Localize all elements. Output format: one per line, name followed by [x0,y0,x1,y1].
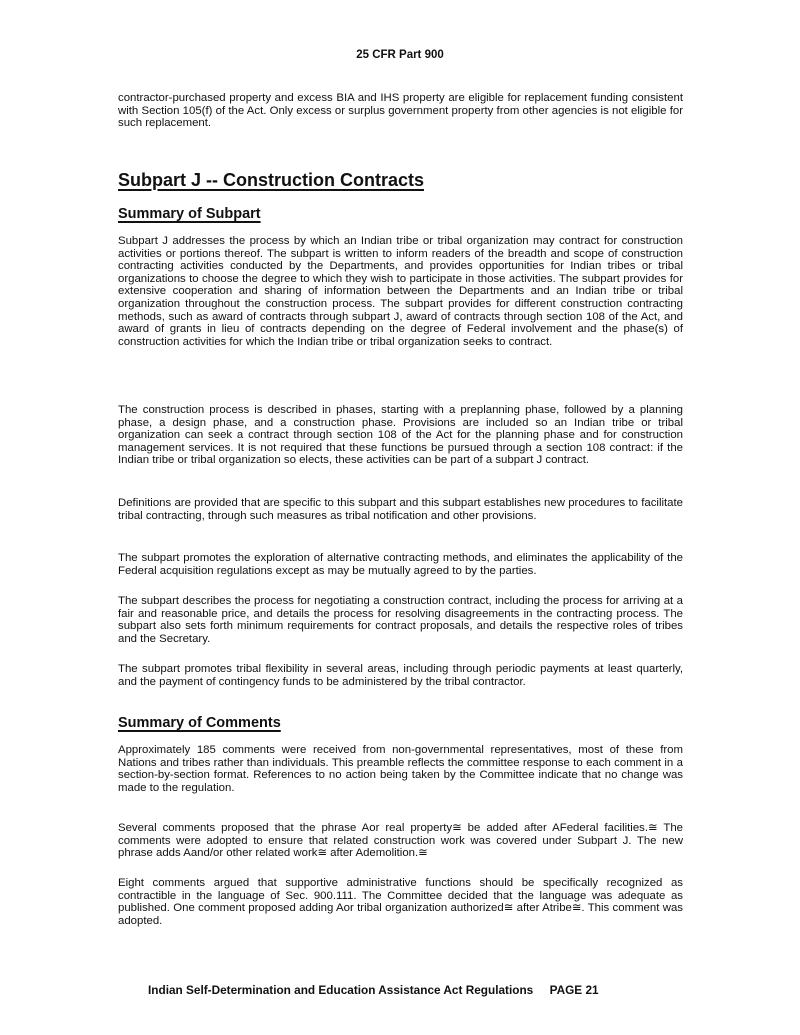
paragraph: Definitions are provided that are specific to this subpart and this subpart establishes new procedures to facilitate tribal contracting, through such measures as tribal notification and other provisions. [118,497,683,522]
summary-subpart-heading: Summary of Subpart [118,206,261,222]
paragraph: The construction process is described in phases, starting with a preplanning phase, followed by a planning phase, a design phase, and a construction phase. Provisions are included so an Indian tribe or tribal organization can seek a contract through section 108 of the Act for the planning phase and for construction management services. It is not required that these functions be pursued through a section 108 contract: if the Indian tribe or tribal organization so elects, these activities can be part of a subpart J contract. [118,404,683,467]
paragraph: The subpart describes the process for negotiating a construction contract, including the process for arriving at a fair and reasonable price, and details the process for resolving disagreements in the contracting process. The subpart also sets forth minimum requirements for contract proposals, and details the respective roles of tribes and the Secretary. [118,595,683,645]
paragraph: The subpart promotes tribal flexibility in several areas, including through periodic payments at least quarterly, and the payment of contingency funds to be administered by the tribal contractor. [118,663,683,688]
paragraph: Subpart J addresses the process by which an Indian tribe or tribal organization may contract for construction activities or portions thereof. The subpart is written to inform readers of the breadth and scope of construction contracting activities conducted by the Departments, and provides opportunities for Indian tribes or tribal organizations to choose the degree to which they wish to participate in those activities. The subpart provides for extensive cooperation and sharing of information between the Departments and an Indian tribe or tribal organization throughout the construction process. The subpart provides for different construction contracting methods, such as award of contracts through subpart J, award of contracts through section 108 of the Act, and award of grants in lieu of contracts depending on the degree of Federal involvement and the phase(s) of construction activities for which the Indian tribe or tribal organization seeks to contract. [118,235,683,348]
section-title: Subpart J -- Construction Contracts [118,170,425,190]
page-footer [148,983,599,997]
page-number: PAGE 21 [549,983,599,997]
running-header: 25 CFR Part 900 [356,49,444,61]
footer-title: Indian Self-Determination and Education Assistance Act Regulations [148,983,534,997]
paragraph: Eight comments argued that supportive administrative functions should be specifically recognized as contractible in the language of Sec. 900.111. The Committee decided that the language was adequate as published. One comment proposed adding Aor tribal organization authorized≅ after Atribe≅. This comment was adopted. [118,877,683,927]
intro-paragraph: contractor-purchased property and excess BIA and IHS property are eligible for replacement funding consistent with Section 105(f) of the Act. Only excess or surplus government property from other agencies is not eligible for such replacement. [118,92,683,130]
paragraph: Several comments proposed that the phrase Aor real property≅ be added after AFederal facilities.≅ The comments were adopted to ensure that related construction work was covered under Subpart J. The new phrase adds Aand/or other related work≅ after Ademolition.≅ [118,822,683,860]
paragraph: Approximately 185 comments were received from non-governmental representatives, most of these from Nations and tribes rather than individuals. This preamble reflects the committee response to each comment in a section-by-section format. References to no action being taken by the Committee indicate that no change was made to the regulation. [118,744,683,794]
paragraph: The subpart promotes the exploration of alternative contracting methods, and eliminates the applicability of the Federal acquisition regulations except as may be mutually agreed to by the parties. [118,552,683,577]
summary-comments-heading: Summary of Comments [118,715,281,731]
